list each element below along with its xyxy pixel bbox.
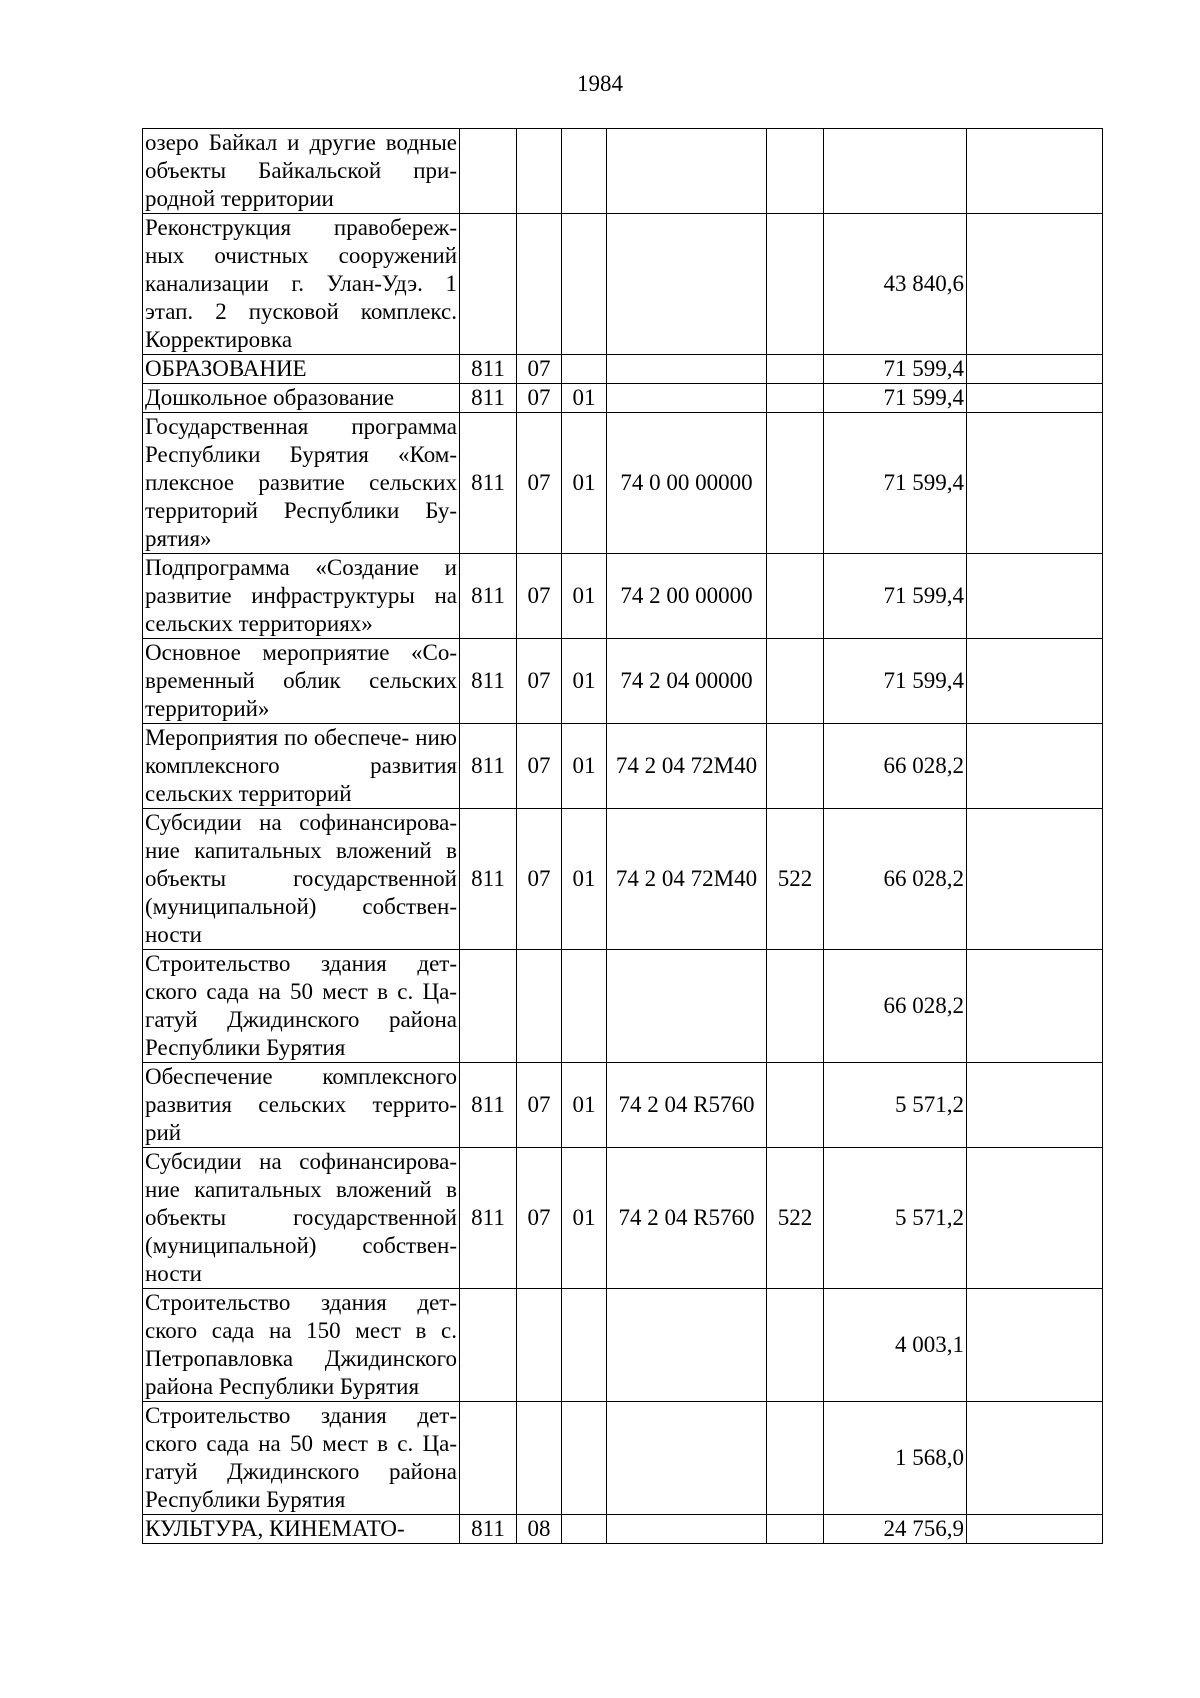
row-empty-cell [967,129,1103,214]
row-empty-cell [967,724,1103,809]
row-grbs-code: 811 [460,554,517,639]
row-target-article: 74 0 00 00000 [607,413,767,554]
row-name: Реконструкция правобереж- ных очистных сооружений канализации г. Улан-Удэ. 1 этап. 2 пусковой комплекс. Корректировка [143,214,460,355]
row-grbs-code: 811 [460,1148,517,1289]
row-section-code: 07 [517,724,562,809]
row-expense-type [767,214,824,355]
row-name: Субсидии на софинансирова- ние капитальных вложений в объекты государственной (муниципальной) собствен- ности [143,1148,460,1289]
row-amount: 24 756,9 [824,1515,967,1544]
row-section-code: 07 [517,413,562,554]
table-row [143,413,1103,554]
row-empty-cell [967,1148,1103,1289]
row-name: Субсидии на софинансирова- ние капитальных вложений в объекты государственной (муниципальной) собствен- ности [143,809,460,950]
row-section-code [517,950,562,1063]
row-amount: 71 599,4 [824,355,967,384]
row-name: Строительство здания дет- ского сада на 150 мест в с. Петропавловка Джидинского района Республики Бурятия [143,1289,460,1402]
row-subsection-code [562,1402,607,1515]
row-section-code: 07 [517,639,562,724]
row-subsection-code: 01 [562,724,607,809]
row-amount: 66 028,2 [824,724,967,809]
row-name: Основное мероприятие «Со- временный облик сельских территорий» [143,639,460,724]
row-empty-cell [967,1402,1103,1515]
row-expense-type [767,355,824,384]
budget-table [142,128,1103,1544]
row-section-code [517,1402,562,1515]
row-grbs-code: 811 [460,413,517,554]
row-amount: 4 003,1 [824,1289,967,1402]
row-target-article [607,1289,767,1402]
row-empty-cell [967,554,1103,639]
row-expense-type [767,639,824,724]
row-grbs-code [460,1289,517,1402]
row-expense-type [767,129,824,214]
table-row [143,355,1103,384]
row-target-article [607,1402,767,1515]
row-target-article: 74 2 04 72М40 [607,724,767,809]
table-row [143,129,1103,214]
row-expense-type [767,384,824,413]
row-section-code: 07 [517,384,562,413]
row-expense-type: 522 [767,809,824,950]
row-empty-cell [967,1063,1103,1148]
row-name: Строительство здания дет- ского сада на 50 мест в с. Ца- гатуй Джидинского района Республики Бурятия [143,950,460,1063]
row-section-code: 07 [517,1148,562,1289]
row-empty-cell [967,355,1103,384]
row-name: КУЛЬТУРА, КИНЕМАТО- [143,1515,460,1544]
row-amount: 66 028,2 [824,950,967,1063]
row-section-code: 08 [517,1515,562,1544]
row-section-code: 07 [517,1063,562,1148]
row-grbs-code: 811 [460,1063,517,1148]
row-empty-cell [967,413,1103,554]
row-expense-type [767,1063,824,1148]
row-expense-type [767,413,824,554]
row-target-article [607,129,767,214]
row-expense-type [767,554,824,639]
row-amount: 1 568,0 [824,1402,967,1515]
row-target-article [607,950,767,1063]
row-name: озеро Байкал и другие водные объекты Байкальской при- родной территории [143,129,460,214]
table-row [143,1402,1103,1515]
table-row [143,809,1103,950]
row-section-code [517,129,562,214]
page-number: 1984 [577,71,623,96]
row-amount: 71 599,4 [824,554,967,639]
row-target-article: 74 2 04 72М40 [607,809,767,950]
row-name: Государственная программа Республики Бурятия «Ком- плексное развитие сельских территорий Республики Бу- рятия» [143,413,460,554]
row-grbs-code: 811 [460,809,517,950]
row-expense-type [767,950,824,1063]
row-amount: 71 599,4 [824,384,967,413]
row-name: Дошкольное образование [143,384,460,413]
row-grbs-code: 811 [460,724,517,809]
row-grbs-code [460,950,517,1063]
row-empty-cell [967,1289,1103,1402]
row-subsection-code: 01 [562,1148,607,1289]
row-amount: 5 571,2 [824,1148,967,1289]
row-subsection-code: 01 [562,554,607,639]
row-amount: 43 840,6 [824,214,967,355]
row-subsection-code: 01 [562,413,607,554]
row-grbs-code: 811 [460,1515,517,1544]
row-grbs-code: 811 [460,384,517,413]
row-target-article: 74 2 00 00000 [607,554,767,639]
table-row [143,1289,1103,1402]
row-target-article: 74 2 04 R5760 [607,1063,767,1148]
row-expense-type: 522 [767,1148,824,1289]
row-grbs-code [460,214,517,355]
row-grbs-code: 811 [460,639,517,724]
row-expense-type [767,1289,824,1402]
row-target-article [607,1515,767,1544]
row-amount: 66 028,2 [824,809,967,950]
row-name: Строительство здания дет- ского сада на 50 мест в с. Ца- гатуй Джидинского района Республики Бурятия [143,1402,460,1515]
row-empty-cell [967,809,1103,950]
row-subsection-code [562,214,607,355]
row-empty-cell [967,1515,1103,1544]
row-name: Обеспечение комплексного развития сельских террито- рий [143,1063,460,1148]
row-section-code [517,1289,562,1402]
table-row [143,639,1103,724]
row-subsection-code: 01 [562,1063,607,1148]
row-amount: 5 571,2 [824,1063,967,1148]
row-target-article [607,355,767,384]
row-subsection-code [562,1289,607,1402]
row-target-article [607,384,767,413]
table-row [143,384,1103,413]
row-subsection-code: 01 [562,639,607,724]
row-grbs-code [460,129,517,214]
row-grbs-code: 811 [460,355,517,384]
row-target-article: 74 2 04 00000 [607,639,767,724]
row-amount: 71 599,4 [824,413,967,554]
table-row [143,554,1103,639]
row-section-code: 07 [517,554,562,639]
row-subsection-code [562,129,607,214]
row-empty-cell [967,639,1103,724]
row-subsection-code: 01 [562,384,607,413]
table-row [143,214,1103,355]
row-expense-type [767,1402,824,1515]
row-target-article [607,214,767,355]
row-amount: 71 599,4 [824,639,967,724]
row-section-code: 07 [517,809,562,950]
row-section-code: 07 [517,355,562,384]
row-grbs-code [460,1402,517,1515]
row-target-article: 74 2 04 R5760 [607,1148,767,1289]
table-row [143,724,1103,809]
row-subsection-code [562,1515,607,1544]
table-row [143,1148,1103,1289]
row-subsection-code: 01 [562,809,607,950]
row-name: Мероприятия по обеспече- нию комплексного развития сельских территорий [143,724,460,809]
row-name: ОБРАЗОВАНИЕ [143,355,460,384]
row-expense-type [767,1515,824,1544]
row-amount [824,129,967,214]
row-empty-cell [967,950,1103,1063]
row-empty-cell [967,214,1103,355]
table-row [143,1515,1103,1544]
row-empty-cell [967,384,1103,413]
row-subsection-code [562,950,607,1063]
row-section-code [517,214,562,355]
table-row [143,1063,1103,1148]
table-row [143,950,1103,1063]
row-name: Подпрограмма «Создание и развитие инфраструктуры на сельских территориях» [143,554,460,639]
row-expense-type [767,724,824,809]
row-subsection-code [562,355,607,384]
